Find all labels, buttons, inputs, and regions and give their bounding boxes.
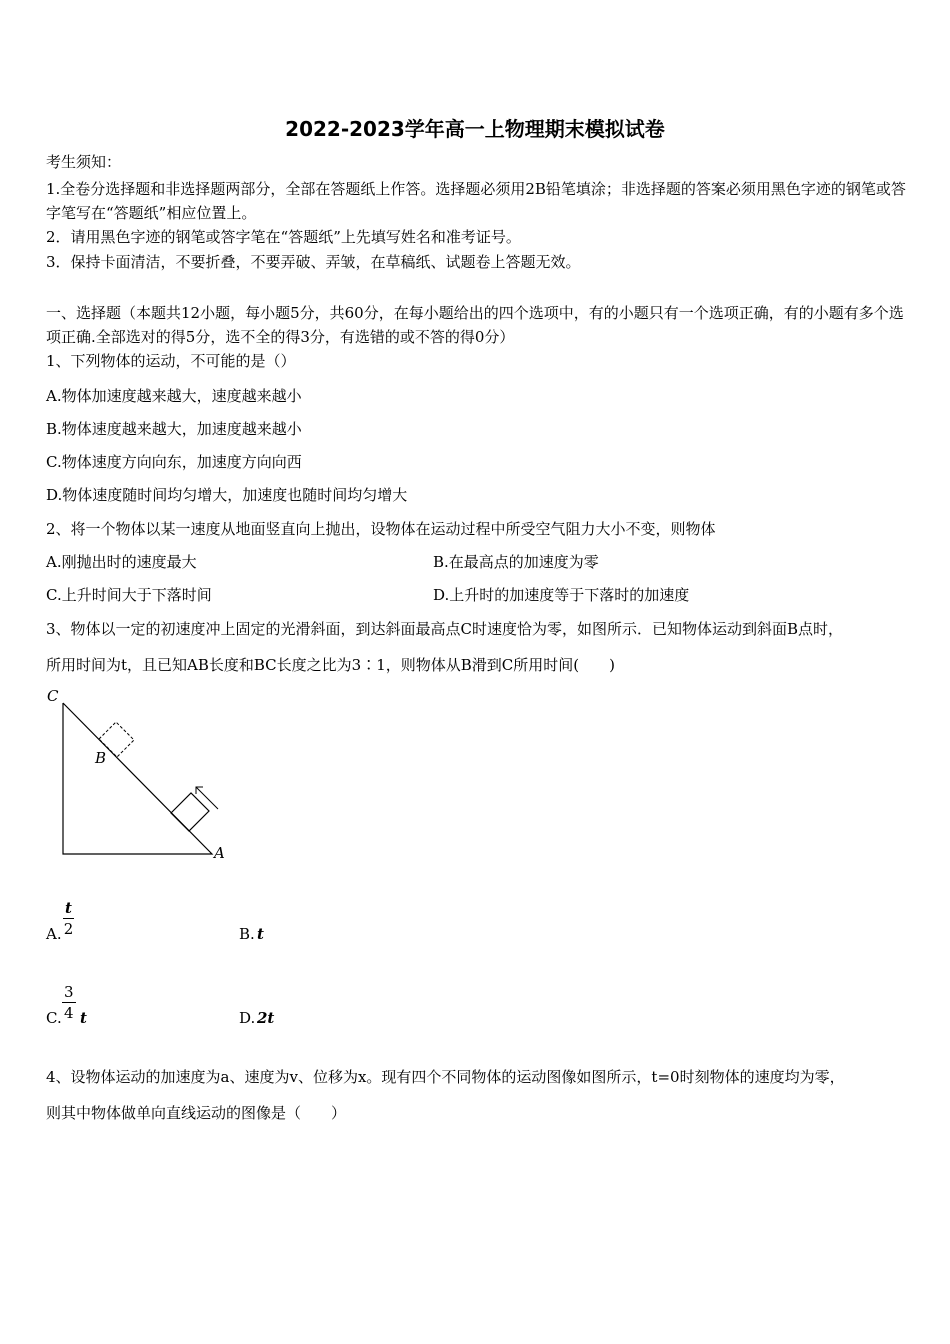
q3-option-a-prefix: A. bbox=[46, 925, 62, 943]
label-c: C bbox=[47, 687, 59, 705]
q3-option-a-denominator: 2 bbox=[63, 920, 74, 938]
q1-option-c: C.物体速度方向向东，加速度方向向西 bbox=[46, 453, 302, 471]
section1-heading: 一、选择题（本题共12小题，每小题5分，共60分，在每小题给出的四个选项中，有的小题只有一个选项正确，有的小题有多个选项正确.全部选对的得5分，选不全的得3分，有选错的或不答的得0分） bbox=[46, 304, 904, 346]
q1-stem: 1、下列物体的运动，不可能的是（） bbox=[46, 352, 296, 370]
block-moving bbox=[171, 793, 209, 831]
q3-option-d-value: 2t bbox=[257, 1009, 275, 1027]
q2-option-d: D.上升时的加速度等于下落时的加速度 bbox=[433, 586, 690, 604]
q2-option-c: C.上升时间大于下落时间 bbox=[46, 586, 212, 604]
q3-option-a-fraction bbox=[63, 899, 74, 938]
q3-option-c-numerator: 3 bbox=[64, 983, 74, 1001]
fraction-bar bbox=[62, 1002, 76, 1003]
q3-option-b-prefix: B. bbox=[239, 925, 255, 943]
q4-stem-line2: 则其中物体做单向直线运动的图像是（ ） bbox=[46, 1104, 347, 1122]
q3-stem-line1: 3、物体以一定的初速度冲上固定的光滑斜面，到达斜面最高点C时速度恰为零，如图所示．已知物体运动到斜面B点时， bbox=[46, 620, 844, 638]
q3-option-c-prefix: C. bbox=[46, 1009, 62, 1027]
q1-option-b: B.物体速度越来越大，加速度越来越小 bbox=[46, 420, 302, 438]
notice-item-2: 2．请用黑色字迹的钢笔或答字笔在“答题纸”上先填写姓名和准考证号。 bbox=[46, 228, 521, 246]
q3-option-c-denominator: 4 bbox=[64, 1004, 74, 1022]
q4-stem-line1: 4、设物体运动的加速度为a、速度为v、位移为x。现有四个不同物体的运动图像如图所示，t=0时刻物体的速度均为零， bbox=[46, 1068, 845, 1086]
velocity-arrow bbox=[196, 787, 218, 809]
notice-heading: 考生须知： bbox=[46, 153, 122, 171]
q1-option-d: D.物体速度随时间均匀增大，加速度也随时间均匀增大 bbox=[46, 486, 408, 504]
q3-option-b-value: t bbox=[257, 925, 264, 943]
q2-option-b: B.在最高点的加速度为零 bbox=[433, 553, 599, 571]
q3-option-c-tail: t bbox=[80, 1009, 87, 1027]
q2-option-a: A.刚抛出时的速度最大 bbox=[46, 553, 197, 571]
q3-option-d-prefix: D. bbox=[239, 1009, 256, 1027]
notice-item-3: 3．保持卡面清洁，不要折叠，不要弄破、弄皱，在草稿纸、试题卷上答题无效。 bbox=[46, 253, 581, 271]
incline-triangle bbox=[63, 703, 212, 854]
page-title: 2022-2023学年高一上物理期末模拟试卷 bbox=[285, 117, 665, 141]
q3-stem-line2: 所用时间为t，且已知AB长度和BC长度之比为3∶1，则物体从B滑到C所用时间( ) bbox=[46, 656, 615, 674]
fraction-bar bbox=[63, 918, 74, 919]
q3-option-c-fraction bbox=[62, 983, 76, 1022]
notice-item-1: 1.全卷分选择题和非选择题两部分，全部在答题纸上作答。选择题必须用2B铅笔填涂；非选择题的答案必须用黑色字迹的钢笔或答字笔写在“答题纸”相应位置上。 bbox=[46, 180, 906, 222]
incline-figure bbox=[40, 685, 240, 865]
q3-option-a-numerator: t bbox=[65, 899, 72, 917]
label-b: B bbox=[95, 749, 107, 767]
label-a: A bbox=[214, 844, 225, 862]
q1-option-a: A.物体加速度越来越大，速度越来越小 bbox=[46, 387, 302, 405]
q2-stem: 2、将一个物体以某一速度从地面竖直向上抛出，设物体在运动过程中所受空气阻力大小不变，则物体 bbox=[46, 520, 716, 538]
